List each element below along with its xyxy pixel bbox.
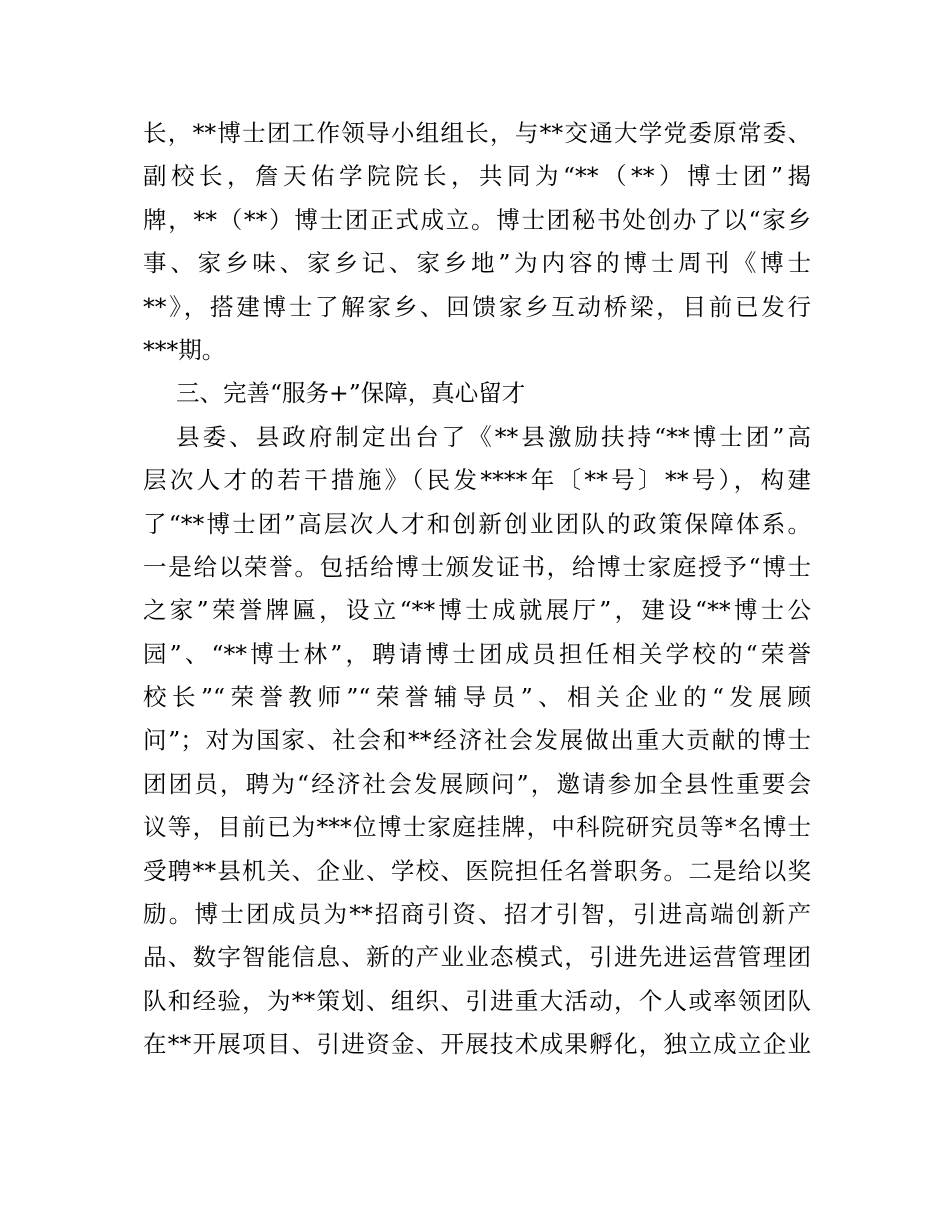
text-line: 之家”荣誉牌匾，设立“**博士成就展厅”，建设“**博士公 bbox=[143, 596, 811, 625]
section-heading-text: 三、完善“服务+”保障，真心留才 bbox=[176, 379, 526, 408]
text-line: 园”、“**博士林”，聘请博士团成员担任相关学校的“荣誉 bbox=[143, 639, 811, 668]
paragraph-continuation bbox=[143, 112, 811, 372]
text-line: 校长”“荣誉教师”“荣誉辅导员”、相关企业的“发展顾 bbox=[143, 683, 811, 712]
text-line: ***期。 bbox=[143, 335, 226, 364]
text-line: 问”；对为国家、社会和**经济社会发展做出重大贡献的博士 bbox=[143, 726, 811, 755]
text-line: 在**开展项目、引进资金、开展技术成果孵化，独立成立企业 bbox=[143, 1030, 811, 1059]
text-line: 了“**博士团”高层次人才和创新创业团队的政策保障体系。 bbox=[143, 509, 811, 538]
text-line: 层次人才的若干措施》（民发****年〔**号〕**号），构建 bbox=[143, 466, 811, 495]
section-heading bbox=[143, 372, 811, 415]
text-line: 长，**博士团工作领导小组组长，与**交通大学党委原常委、 bbox=[143, 119, 811, 147]
text-line: 议等，目前已为***位博士家庭挂牌，中科院研究员等*名博士 bbox=[143, 813, 811, 842]
text-line: 受聘**县机关、企业、学校、医院担任名誉职务。二是给以奖 bbox=[143, 856, 811, 885]
text-line: 牌，**（**）博士团正式成立。博士团秘书处创办了以“家乡 bbox=[143, 205, 811, 234]
text-line: 一是给以荣誉。包括给博士颁发证书，给博士家庭授予“博士 bbox=[143, 552, 811, 581]
text-line: 事、家乡味、家乡记、家乡地”为内容的博士周刊《博士 bbox=[143, 249, 811, 278]
text-line: 励。博士团成员为**招商引资、招才引智，引进高端创新产 bbox=[143, 900, 811, 929]
paragraph-policy bbox=[143, 416, 811, 1067]
text-line: 团团员，聘为“经济社会发展顾问”，邀请参加全县性重要会 bbox=[143, 769, 811, 798]
text-line: 副校长，詹天佑学院院长，共同为“**（**）博士团”揭 bbox=[143, 162, 811, 191]
text-line: 品、数字智能信息、新的产业业态模式，引进先进运营管理团 bbox=[143, 943, 811, 972]
text-line: 队和经验，为**策划、组织、引进重大活动，个人或率领团队 bbox=[143, 986, 811, 1015]
document-body bbox=[143, 112, 811, 1067]
text-line: 县委、县政府制定出台了《**县激励扶持“**博士团”高 bbox=[176, 422, 811, 451]
text-line: **》，搭建博士了解家乡、回馈家乡互动桥梁，目前已发行 bbox=[143, 292, 811, 321]
